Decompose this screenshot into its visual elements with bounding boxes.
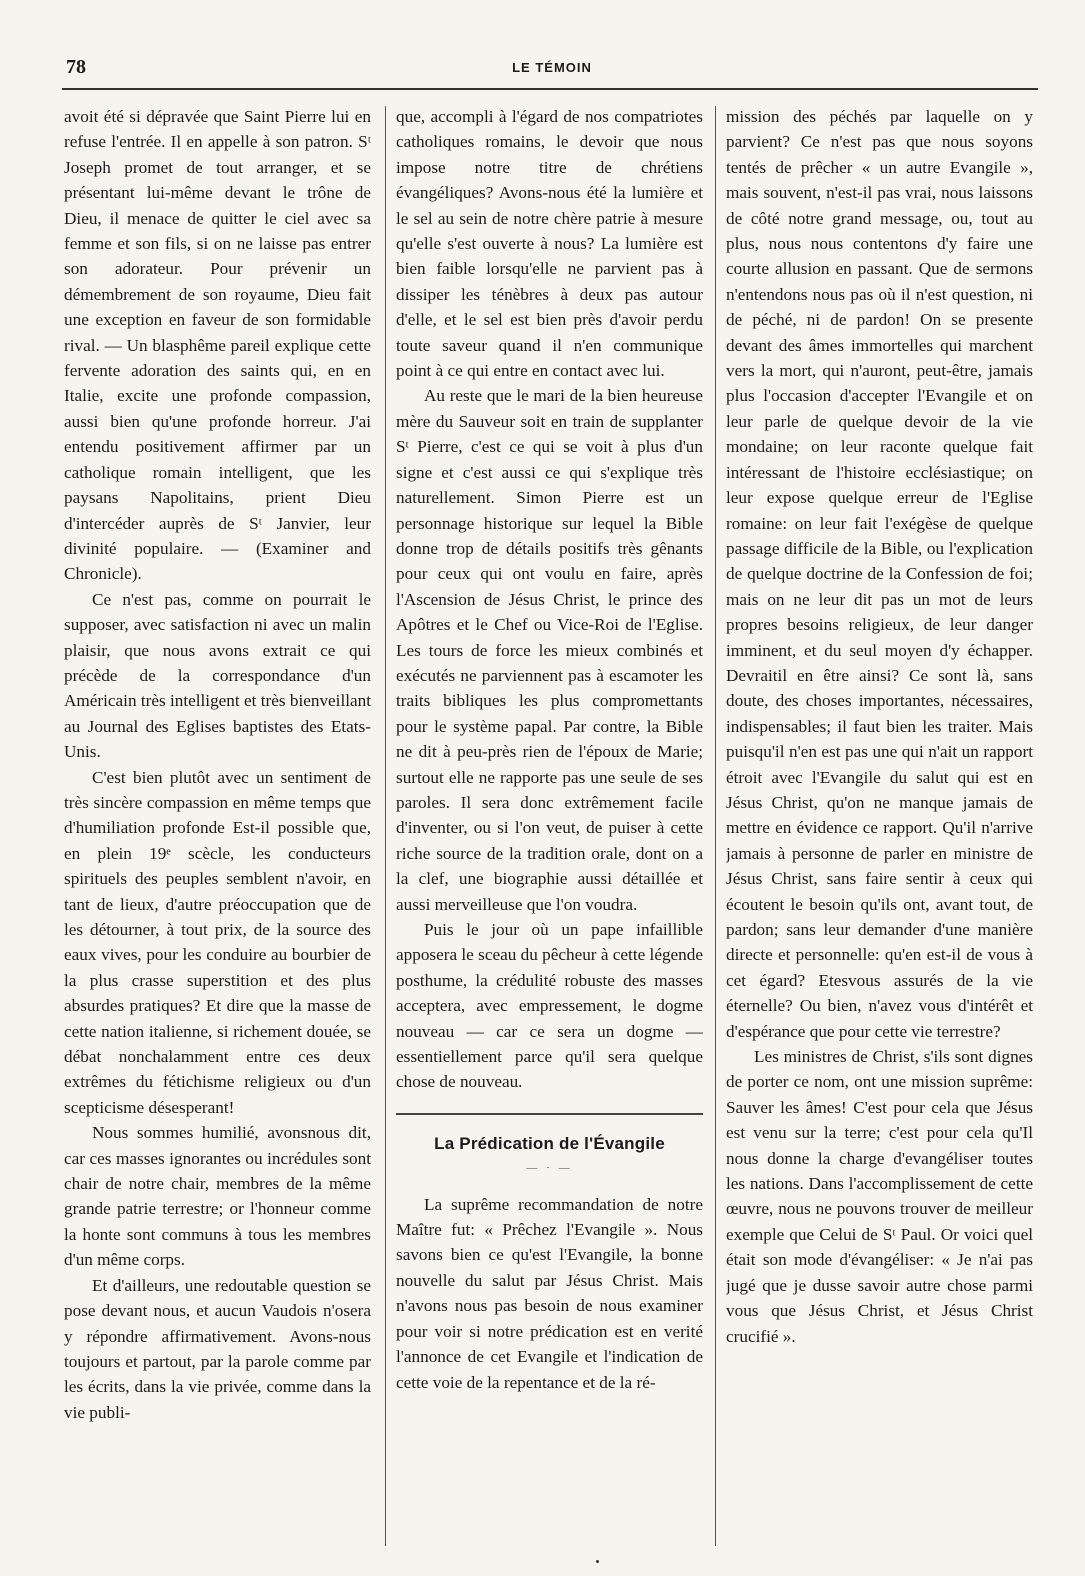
column-divider	[715, 106, 716, 1546]
paragraph: La suprême recommandation de notre Maître fut: « Prêchez l'Evangile ». Nous savons bien ce qu'est l'Evangile, la bonne nouvelle du salut par Jésus Christ. Mais n'avons nous pas besoin de nous examiner pour voir si notre prédication est en verité l'annonce de cet Evangile et l'indication de cette voie de la repentance et de la ré-	[396, 1194, 703, 1392]
section-heading: La Prédication de l'Évangile	[434, 1133, 665, 1153]
running-title: LE TÉMOIN	[512, 60, 592, 75]
paragraph: Puis le jour où un pape infaillible apposera le sceau du pêcheur à cette légende posthume, la crédulité robuste des masses acceptera, avec empressement, le dogme nouveau — car ce sera un dogme — essentiellement parce qu'il sera quelque chose de nouveau.	[396, 920, 703, 1092]
paragraph: Nous sommes humilié, avonsnous dit, car ces masses ignorantes ou incrédules sont chair de notre chair, membres de la même grande patrie terrestre; or l'honneur comme la honte sont communs à tous les membres d'un même corps.	[64, 1123, 371, 1270]
page-header	[62, 56, 1042, 84]
paragraph: mission des péchés par laquelle on y parvient? Ce n'est pas que nous soyons tentés de prêcher « un autre Evangile », mais souvent, n'est-il pas vrai, nous laissons de côté notre grand message, ou, tout au plus, nous nous contentons d'y faire une courte allusion en passant. Que de sermons n'entendons nous pas où il n'est question, ni de péché, ni de pardon! On se presente devant des âmes immortelles qui marchent vers la mort, qui n'auront, peut-être, jamais plus l'occasion d'accepter l'Evangile et on leur parle de quelque devoir de la vie mondaine; on leur raconte quelque fait intéressant de l'histoire ecclésiastique; on leur expose quelque erreur de l'Eglise romaine: on leur fait l'exégèse de quelque passage difficile de la Bible, ou l'explication de quelque doctrine de la Confession de foi; mais on ne leur dit pas un mot de leurs propres besoins religieux, de leur danger imminent, et du seul moyen d'y échapper. Devraitil en être ainsi? Ce sont là, sans doute, des choses importantes, nécessaires, indispensables; il faut bien les traiter. Mais puisqu'il n'en est pas une qui n'ait un rapport étroit avec l'Evangile du salut qui est en Jésus Christ, qu'on ne manque jamais de mettre en évidence ce rapport. Qu'il n'arrive jamais à personne de parler en ministre de Jésus Christ, sans faire sentir à ceux qui écoutent le besoin qu'ils ont, avant tout, de pardon; sans leur demander d'une manière directe et personnelle: qu'en est-il de vous à cet égard? Etesvous assurés de la vie éternelle? Ou bien, n'avez vous d'intérêt et d'espérance que pour cette vie terrestre?	[726, 107, 1033, 1041]
page-number: 78	[66, 56, 86, 78]
paragraph: Ce n'est pas, comme on pourrait le supposer, avec satisfaction ni avec un malin plaisir, que nous avons extrait ce qui précède de la correspondance d'un Américain très intelligent et très bienveillant au Journal des Eglises baptistes des Etats-Unis.	[64, 589, 371, 762]
paragraph: C'est bien plutôt avec un sentiment de très sincère compassion en même temps que d'humiliation profonde Est-il possible que, en plein 19ᵉ scècle, les conducteurs spirituels des peuples semblent n'avoir, en tant de lieux, d'autre préoccupation que de les détourner, à tout prix, de la source des eaux vives, pour les conduire au bourbier de la plus crasse superstition et des plus absurdes pratiques? Et dire que la masse de cette nation italienne, si richement douée, se débat nonchalamment entre ces deux extrêmes du fétichisme religieux ou d'un scepticisme désesperant!	[64, 767, 371, 1117]
print-mark	[596, 1560, 599, 1563]
header-rule	[62, 88, 1038, 90]
paragraph: Au reste que le mari de la bien heureuse mère du Sauveur soit en train de supplanter Sᵗ Pierre, c'est ce qui se voit à plus d'un signe et c'est aussi ce qui s'explique très naturellement. Simon Pierre est un personnage historique sur lequel la Bible donne trop de détails positifs très gênants pour ceux qui ont voulu en faire, après l'Ascension de Jésus Christ, le prince des Apôtres et le Chef ou Vice-Roi de l'Eglise. Les tours de force les mieux combinés et exécutés ne parviennent pas à escamoter les traits bibliques les plus compromettants pour le système papal. Par contre, la Bible ne dit à peu-près rien de l'époux de Marie; surtout elle ne rapporte pas une seule de ses paroles. Il sera donc extrêmement facile d'inventer, ou si l'on veut, de puiser à cette riche source de la tradition orale, dont on a la clef, une biographie aussi détaillée et aussi merveilleuse que l'on voudra.	[396, 386, 703, 914]
column-2	[396, 104, 703, 1544]
heading-ornament: — · —	[526, 1162, 573, 1175]
paragraph: que, accompli à l'égard de nos compatriotes catholiques romains, le devoir que nous impose notre titre de chrétiens évangéliques? Avons-nous été la lumière et le sel au sein de notre chère patrie à mesure qu'elle s'est ouverte à nous? La lumière est bien faible lorsqu'elle ne parvient pas à dissiper les ténèbres à deux pas autour d'elle, et le sel est bien près d'avoir perdu toute saveur quand il n'en communique point à ce qui entre en contact avec lui.	[396, 107, 703, 381]
column-1	[64, 104, 371, 1544]
section-separator	[396, 1113, 703, 1115]
paragraph: Les ministres de Christ, s'ils sont dignes de porter ce nom, ont une mission suprême: Sauver les âmes! C'est pour cela que Jésus est venu sur la terre; c'est pour cela qu'Il nous donne la charge d'evangéliser toutes les nations. Dans l'accomplissement de cette œuvre, nous ne pouvons trouver de meilleur exemple que Celui de Sᵗ Paul. Or voici quel était son mode d'évangéliser: « Je n'ai pas jugé que je dusse savoir autre chose parmi vous que Jésus Christ, et Jésus Christ crucifié ».	[726, 1047, 1033, 1346]
paragraph: Et d'ailleurs, une redoutable question se pose devant nous, et aucun Vaudois n'osera y répondre affirmativement. Avons-nous toujours et partout, par la parole comme par les écrits, dans la vie privée, comme dans la vie publi-	[64, 1275, 371, 1422]
paragraph: avoit été si dépravée que Saint Pierre lui en refuse l'entrée. Il en appelle à son patron. Sᵗ Joseph promet de tout arranger, et se présentant lui-même devant le trône de Dieu, il menace de quitter le ciel avec sa femme et son fils, si on ne laisse pas entrer son adorateur. Pour prévenir un démembrement de son royaume, Dieu fait une exception en faveur de son formidable rival. — Un blasphême pareil explique cette fervente adoration des saints qui, en en Italie, excite une profonde compassion, aussi bien qu'une profonde horreur. J'ai entendu positivement affirmer par un catholique romain intelligent, que les paysans Napolitains, prient Dieu d'intercéder auprès de Sᵗ Janvier, leur divinité populaire. — (Examiner and Chronicle).	[64, 107, 371, 584]
column-3	[726, 104, 1033, 1544]
column-divider	[385, 106, 386, 1546]
